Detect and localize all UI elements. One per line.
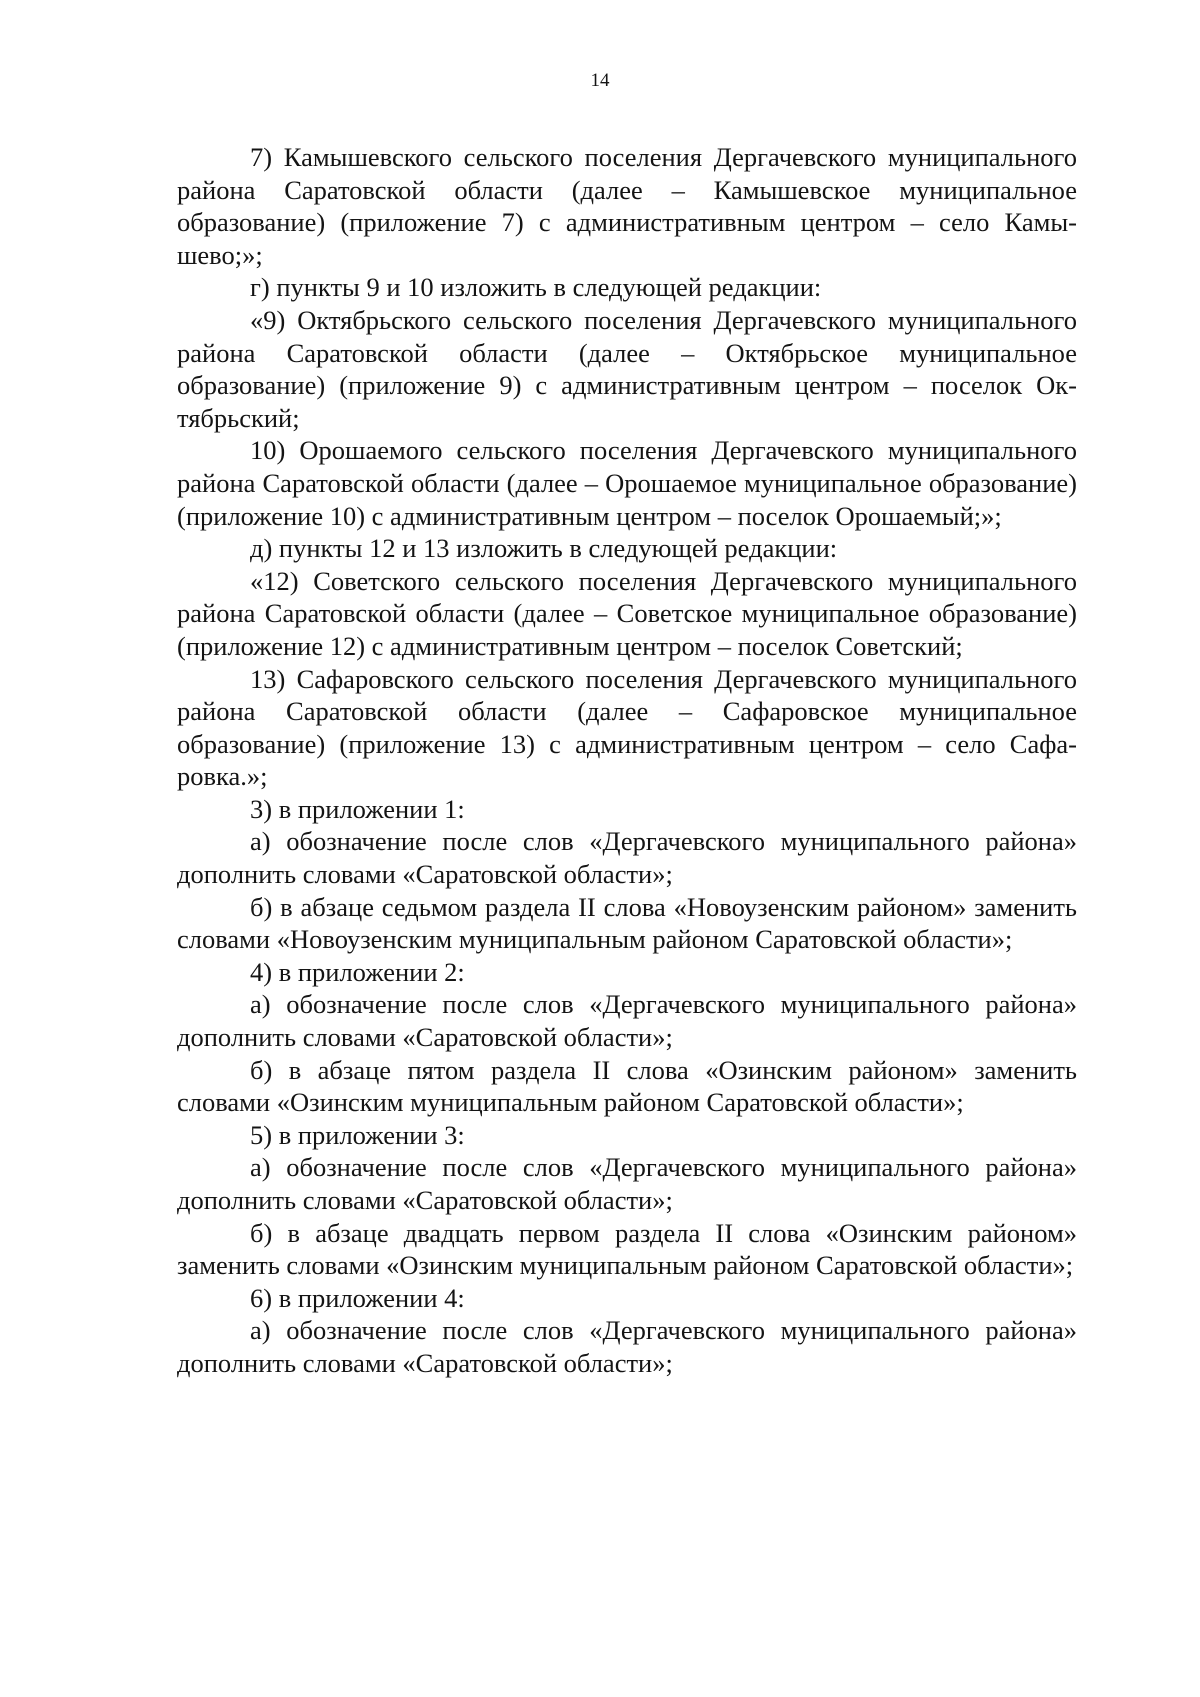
paragraph-appendix-4: 6) в приложении 4: <box>250 1282 465 1313</box>
document-body <box>177 141 1077 1380</box>
paragraph-item-12-sovetskoe: «12) Советского сельского поселения Дергачевского муниципального района Саратовской области (далее – Советское муниципальное образование) (приложение 12) с административным центром – поселок Советский; <box>177 565 1077 661</box>
paragraph-appendix-1: 3) в приложении 1: <box>250 793 465 824</box>
paragraph-appendix-3-b: б) в абзаце двадцать первом раздела II слова «Озинским районом» заменить словами «Озинским муниципальным районом Саратовской области»; <box>177 1217 1077 1281</box>
paragraph-item-7-kamyshevskoe: 7) Камышевского сельского поселения Дергачевского муниципального района Саратовской области (далее – Камышевское муниципальное образование) (приложение 7) с административным центром – село Камышево;»; <box>177 142 1077 270</box>
paragraph-item-10-oroshaemoe: 10) Орошаемого сельского поселения Дергачевского муниципального района Саратовской области (далее – Орошаемое муниципальное образование) (приложение 10) с административным центром – поселок Орошаемый;»; <box>177 435 1077 531</box>
paragraph-item-9-oktyabrskoe: «9) Октябрьского сельского поселения Дергачевского муниципального района Саратовской области (далее – Октябрьское муниципальное образование) (приложение 9) с административным центром – поселок Октябрьский; <box>177 304 1077 433</box>
paragraph-subitem-g: г) пункты 9 и 10 изложить в следующей редакции: <box>250 272 822 303</box>
paragraph-appendix-3: 5) в приложении 3: <box>250 1119 465 1150</box>
paragraph-appendix-2-a: а) обозначение после слов «Дергачевского муниципального района» дополнить словами «Саратовской области»; <box>177 989 1077 1053</box>
page-number: 14 <box>590 70 610 91</box>
paragraph-item-13-safarovskoe: 13) Сафаровского сельского поселения Дергачевского муниципального района Саратовской области (далее – Сафаровское муниципальное образование) (приложение 13) с административным центром – село Сафаровка.»; <box>177 663 1077 792</box>
paragraph-appendix-2-b: б) в абзаце пятом раздела II слова «Озинским районом» заменить словами «Озинским муниципальным районом Саратовской области»; <box>177 1054 1077 1118</box>
paragraph-appendix-4-a: а) обозначение после слов «Дергачевского муниципального района» дополнить словами «Саратовской области»; <box>177 1315 1077 1378</box>
paragraph-appendix-3-a: а) обозначение после слов «Дергачевского муниципального района» дополнить словами «Саратовской области»; <box>177 1152 1077 1215</box>
paragraph-subitem-d: д) пункты 12 и 13 изложить в следующей редакции: <box>250 533 838 564</box>
paragraph-appendix-2: 4) в приложении 2: <box>250 956 465 987</box>
paragraph-appendix-1-b: б) в абзаце седьмом раздела II слова «Новоузенским районом» заменить словами «Новоузенским муниципальным районом Саратовской области»; <box>177 891 1077 955</box>
paragraph-appendix-1-a: а) обозначение после слов «Дергачевского муниципального района» дополнить словами «Саратовской области»; <box>177 826 1077 890</box>
